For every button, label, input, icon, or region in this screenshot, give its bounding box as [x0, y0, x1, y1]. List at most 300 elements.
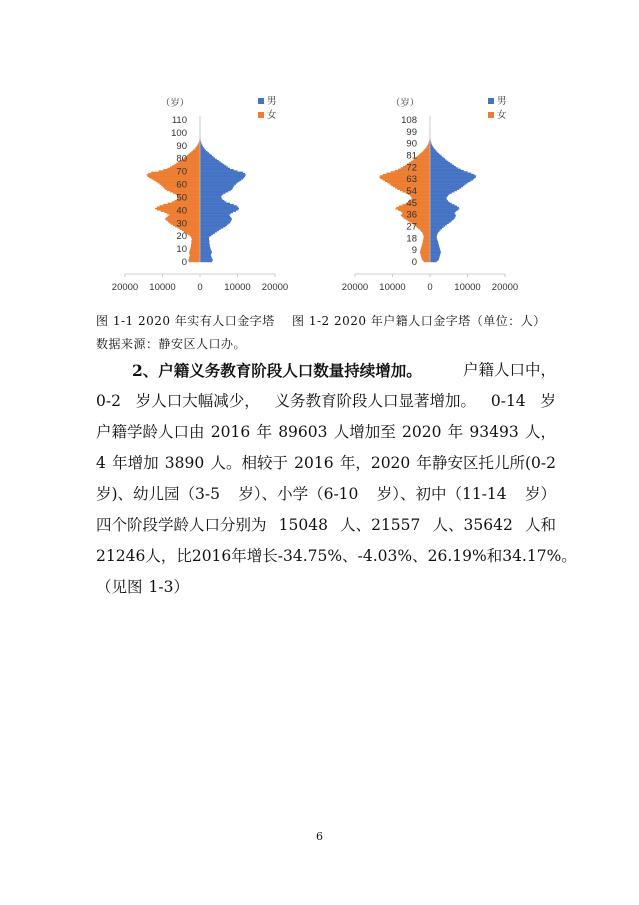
female-bar	[420, 251, 430, 253]
male-bar	[200, 259, 213, 260]
male-bar	[200, 197, 222, 198]
y-tick-label: 20	[176, 231, 187, 243]
male-bar	[200, 218, 232, 219]
female-bar	[426, 148, 431, 150]
male-bar	[430, 258, 439, 260]
female-bar	[190, 235, 201, 236]
population-pyramid-registered-chart	[340, 92, 520, 302]
male-bar	[430, 244, 439, 246]
male-bar	[200, 225, 227, 226]
male-bar	[430, 230, 439, 232]
line-segment: 人。相较于	[210, 454, 288, 472]
figure-1-1-caption: 图 1-1 2020 年实有人口金字塔	[96, 314, 275, 328]
female-bar	[185, 156, 200, 157]
male-bar	[200, 250, 212, 251]
line-segment: 93493	[469, 423, 519, 441]
female-bar	[190, 250, 201, 251]
male-bar	[430, 248, 440, 250]
y-tick-label: 60	[176, 179, 187, 191]
male-bar	[200, 169, 234, 170]
male-bar	[430, 202, 450, 204]
male-bar	[200, 188, 232, 189]
female-bar	[423, 259, 431, 261]
female-bar	[379, 177, 430, 179]
line-segment: （见图	[96, 578, 143, 596]
female-bar	[188, 154, 200, 155]
male-bar	[200, 228, 221, 229]
male-bar	[200, 201, 226, 202]
male-bar	[430, 219, 454, 221]
male-bar	[430, 178, 474, 180]
line-segment: 年	[256, 423, 272, 441]
male-bar	[200, 151, 208, 152]
male-bar	[200, 248, 211, 249]
paragraph-line-8	[96, 572, 556, 603]
female-bar	[188, 234, 200, 235]
female-bar	[196, 146, 200, 147]
legend-label: 男	[267, 96, 277, 107]
y-tick-label: 54	[406, 186, 417, 197]
male-bar	[430, 203, 452, 205]
male-bar	[430, 217, 455, 219]
male-bar	[200, 239, 209, 240]
line-segment: 2016	[210, 423, 251, 441]
male-bar	[430, 198, 447, 200]
male-bar	[200, 205, 237, 206]
male-bar	[200, 221, 231, 222]
paragraph-line-7	[96, 541, 577, 572]
y-tick-label: 70	[176, 166, 187, 178]
female-bar	[421, 249, 430, 251]
male-bar	[200, 190, 231, 191]
male-bar	[200, 164, 224, 165]
male-bar	[200, 223, 229, 224]
line-segment: 15048	[278, 516, 328, 534]
y-tick-label: 80	[176, 153, 187, 165]
male-bar	[200, 194, 223, 195]
female-bar	[420, 153, 430, 155]
line-segment: 34.17%。	[502, 547, 577, 565]
male-bar	[430, 167, 458, 169]
female-bar	[418, 228, 430, 230]
line-segment: 2016	[191, 547, 232, 565]
female-bar	[421, 230, 430, 232]
line-segment: 年增长-34.75%、-4.03%、26.19%和	[231, 547, 503, 565]
male-bar	[200, 177, 244, 178]
female-bar	[186, 232, 200, 233]
y-tick-label: 108	[401, 115, 417, 126]
x-tick-label: 0	[427, 282, 433, 293]
female-bar	[423, 240, 430, 242]
line-segment: 年静安区托儿所(0-2	[416, 454, 556, 472]
male-bar	[200, 243, 209, 244]
figure-1-2-caption: 图 1-2 2020 年户籍人口金字塔（单位：人）	[292, 314, 546, 328]
female-bar	[190, 254, 200, 255]
line-segment: 户籍学龄人口由	[96, 423, 205, 441]
male-bar	[200, 146, 203, 147]
male-bar	[430, 149, 435, 151]
female-bar	[193, 150, 200, 151]
male-bar	[430, 200, 448, 202]
line-segment: 四个阶段学龄人口分别为	[96, 516, 267, 534]
male-bar	[200, 236, 209, 237]
female-bar	[422, 152, 430, 154]
male-bar	[200, 192, 226, 193]
male-bar	[430, 240, 438, 242]
male-bar	[430, 253, 441, 255]
line-segment: 岁）	[524, 485, 556, 503]
female-bar	[420, 229, 430, 231]
male-bar	[200, 183, 236, 184]
female-bar	[424, 236, 430, 238]
male-bar	[430, 177, 476, 179]
female-bar	[194, 148, 200, 149]
male-bar	[200, 209, 238, 210]
line-segment: 岁)、幼儿园（3-5	[96, 485, 221, 503]
female-bar	[421, 255, 430, 257]
line-segment: 人、35642	[432, 516, 513, 534]
section-heading: 2、户籍义务教育阶段人口数量持续增加。	[132, 361, 422, 380]
male-bar	[200, 182, 238, 183]
line-segment: 岁）、初中（11-14	[376, 485, 507, 503]
x-tick-label: 20000	[491, 282, 519, 293]
male-bar	[430, 215, 456, 217]
female-bar	[424, 237, 430, 239]
pyramid-actual-svg	[110, 92, 290, 302]
male-bar	[200, 196, 221, 197]
female-bar	[190, 249, 200, 250]
male-bar	[200, 204, 234, 205]
male-bar	[200, 150, 206, 151]
male-bar	[200, 159, 217, 160]
male-bar	[430, 205, 457, 207]
male-bar	[430, 212, 455, 214]
male-bar	[200, 232, 215, 233]
male-bar	[200, 257, 212, 258]
y-tick-label: 40	[176, 205, 187, 217]
y-unit-label: （岁）	[390, 98, 420, 109]
female-bar	[422, 232, 430, 234]
male-bar	[430, 159, 447, 161]
male-bar	[430, 221, 451, 223]
x-tick-label: 10000	[224, 282, 251, 293]
male-bar	[430, 163, 452, 165]
male-bar	[200, 247, 210, 248]
legend-label: 男	[497, 96, 507, 107]
paragraph-line-1	[96, 355, 556, 386]
female-bar	[190, 256, 201, 257]
male-bar	[430, 257, 439, 259]
male-bar	[430, 259, 438, 261]
legend-swatch	[258, 112, 264, 118]
male-bar	[430, 220, 452, 222]
female-bar	[189, 261, 200, 262]
male-bar	[200, 174, 246, 175]
line-segment: 0-2	[96, 392, 121, 410]
female-bar	[191, 240, 200, 241]
male-bar	[430, 241, 438, 243]
male-bar	[430, 250, 441, 252]
male-bar	[430, 255, 440, 257]
female-bar	[197, 145, 200, 146]
female-bar	[196, 147, 201, 148]
male-bar	[200, 217, 231, 218]
female-bar	[422, 244, 430, 246]
male-bar	[430, 237, 437, 239]
line-segment: 年增加	[112, 454, 159, 472]
male-bar	[430, 209, 458, 211]
male-bar	[200, 147, 204, 148]
male-bar	[200, 185, 235, 186]
female-bar	[423, 233, 430, 235]
male-bar	[430, 171, 468, 173]
male-bar	[430, 207, 459, 209]
male-bar	[430, 228, 442, 230]
male-bar	[430, 225, 445, 227]
population-pyramid-actual-chart	[110, 92, 290, 302]
male-bar	[200, 244, 210, 245]
male-bar	[430, 245, 439, 247]
line-segment: 2020	[401, 423, 442, 441]
y-tick-label: 50	[176, 192, 187, 204]
male-bar	[200, 235, 211, 236]
male-bar	[200, 240, 209, 241]
male-bar	[200, 237, 209, 238]
female-bar	[420, 250, 430, 252]
male-bar	[430, 148, 434, 150]
male-bar	[200, 256, 211, 257]
male-bar	[200, 214, 229, 215]
line-segment: 人，	[524, 423, 556, 441]
male-bar	[200, 227, 223, 228]
line-segment: 人、21557	[340, 516, 421, 534]
y-tick-label: 72	[406, 162, 417, 174]
male-bar	[430, 184, 465, 186]
male-bar	[200, 148, 205, 149]
male-bar	[200, 210, 236, 211]
y-tick-label: 36	[406, 209, 417, 221]
male-bar	[430, 224, 447, 226]
female-bar	[148, 173, 200, 174]
line-segment: 人增加至	[333, 423, 396, 441]
male-bar	[200, 249, 211, 250]
female-bar	[423, 234, 430, 236]
male-bar	[200, 191, 228, 192]
y-tick-label: 18	[406, 233, 417, 245]
male-bar	[430, 227, 444, 229]
paragraph-line-6	[96, 510, 556, 541]
male-bar	[430, 191, 454, 193]
male-bar	[200, 161, 221, 162]
female-bar	[187, 155, 200, 156]
x-tick-label: 10000	[454, 282, 481, 293]
paragraph-line-3	[96, 417, 556, 448]
male-bar	[200, 231, 217, 232]
male-bar	[430, 229, 441, 231]
line-segment: 户籍人口中，	[462, 361, 556, 379]
x-tick-label: 10000	[379, 282, 406, 293]
female-bar	[191, 243, 200, 244]
male-bar	[430, 261, 437, 263]
y-unit-label: （岁）	[160, 98, 190, 109]
x-tick-label: 20000	[111, 282, 139, 293]
line-segment: 0-14	[490, 392, 526, 410]
section-paragraph	[96, 355, 577, 603]
female-bar	[191, 241, 200, 242]
y-tick-label: 9	[411, 245, 417, 257]
y-tick-label: 99	[406, 126, 417, 138]
male-bar	[430, 180, 471, 182]
male-bar	[430, 232, 438, 234]
male-bar	[430, 183, 466, 185]
female-bar	[421, 246, 430, 248]
male-bar	[200, 258, 212, 259]
male-bar	[200, 157, 215, 158]
line-segment: 年	[447, 423, 464, 441]
x-tick-label: 10000	[149, 282, 176, 293]
male-bar	[200, 216, 230, 217]
line-segment: 3890	[164, 454, 205, 472]
line-segment: 89603	[278, 423, 328, 441]
paragraph-line-5	[96, 479, 556, 510]
female-bar	[381, 178, 431, 180]
female-bar	[423, 242, 431, 244]
male-bar	[200, 200, 224, 201]
male-bar	[200, 186, 234, 187]
male-bar	[430, 186, 463, 188]
y-tick-label: 81	[406, 150, 417, 162]
female-bar	[191, 247, 200, 248]
male-bar	[200, 173, 245, 174]
male-bar	[200, 253, 211, 254]
female-bar	[191, 237, 200, 238]
female-bar	[188, 259, 200, 260]
male-bar	[200, 163, 223, 164]
line-segment: 义务教育阶段人口显著增加。	[274, 392, 477, 410]
y-tick-label: 100	[171, 127, 187, 139]
line-segment: 4	[96, 454, 106, 472]
male-bar	[430, 251, 441, 253]
male-bar	[430, 213, 455, 215]
male-bar	[430, 150, 436, 152]
female-bar	[190, 253, 201, 254]
paragraph-line-4	[96, 448, 556, 479]
female-bar	[424, 149, 430, 151]
male-bar	[430, 179, 473, 181]
male-bar	[430, 195, 448, 197]
data-source-note: 数据来源：静安区人口办。	[96, 337, 247, 351]
female-bar	[424, 261, 430, 263]
y-tick-label: 63	[406, 174, 417, 186]
male-bar	[200, 170, 238, 171]
line-segment: 岁	[540, 392, 556, 410]
male-bar	[200, 199, 223, 200]
female-bar	[416, 157, 430, 159]
legend-label: 女	[497, 110, 507, 121]
y-tick-label: 27	[406, 221, 417, 233]
line-segment: 岁人口大幅减少，	[135, 392, 260, 410]
male-bar	[430, 170, 464, 172]
male-bar	[430, 242, 438, 244]
male-bar	[200, 172, 243, 173]
male-bar	[430, 216, 456, 218]
female-bar	[192, 239, 200, 240]
female-bar	[426, 146, 430, 148]
page-number: 6	[316, 830, 323, 843]
male-bar	[430, 254, 440, 256]
male-bar	[200, 206, 238, 207]
female-bar	[421, 248, 430, 250]
male-bar	[430, 233, 438, 235]
female-bar	[419, 154, 430, 156]
female-bar	[147, 174, 200, 175]
female-bar	[190, 152, 200, 153]
male-bar	[430, 187, 461, 189]
male-bar	[200, 222, 230, 223]
male-bar	[430, 158, 445, 160]
male-bar	[430, 162, 450, 164]
female-bar	[421, 257, 430, 259]
male-bar	[430, 166, 456, 168]
male-bar	[430, 156, 442, 158]
x-tick-label: 20000	[261, 282, 289, 293]
male-bar	[430, 173, 471, 175]
male-bar	[430, 157, 444, 159]
male-bar	[200, 166, 228, 167]
y-tick-label: 0	[181, 257, 187, 268]
female-bar	[422, 258, 430, 260]
male-bar	[430, 236, 437, 238]
line-segment: 岁）、小学（6-10	[238, 485, 359, 503]
male-bar	[200, 178, 243, 179]
male-bar	[200, 261, 212, 262]
x-tick-label: 20000	[341, 282, 369, 293]
male-bar	[430, 223, 449, 225]
male-bar	[200, 245, 210, 246]
female-bar	[380, 175, 430, 177]
female-bar	[423, 150, 430, 152]
male-bar	[200, 252, 212, 253]
line-segment: 2016	[294, 454, 334, 472]
male-bar	[430, 161, 448, 163]
male-bar	[430, 234, 437, 236]
female-bar	[417, 156, 430, 158]
x-tick-label: 0	[197, 282, 203, 293]
male-bar	[200, 152, 209, 153]
male-bar	[430, 169, 461, 171]
paragraph-body	[96, 386, 577, 603]
female-bar	[191, 236, 200, 237]
y-tick-label: 90	[176, 140, 187, 152]
pyramid-registered-svg	[340, 92, 520, 302]
male-bar	[200, 226, 226, 227]
male-bar	[430, 208, 459, 210]
male-bar	[430, 152, 438, 154]
female-bar	[149, 177, 200, 178]
male-bar	[200, 168, 230, 169]
y-tick-label: 90	[406, 138, 417, 150]
line-segment: 21246	[96, 547, 146, 565]
male-bar	[200, 187, 233, 188]
female-bar	[190, 248, 200, 249]
female-bar	[191, 151, 200, 152]
male-bar	[200, 195, 222, 196]
female-bar	[191, 244, 200, 245]
male-bar	[430, 154, 441, 156]
line-segment: 1-3）	[148, 578, 189, 596]
male-bar	[430, 165, 454, 167]
male-bar	[430, 190, 457, 192]
